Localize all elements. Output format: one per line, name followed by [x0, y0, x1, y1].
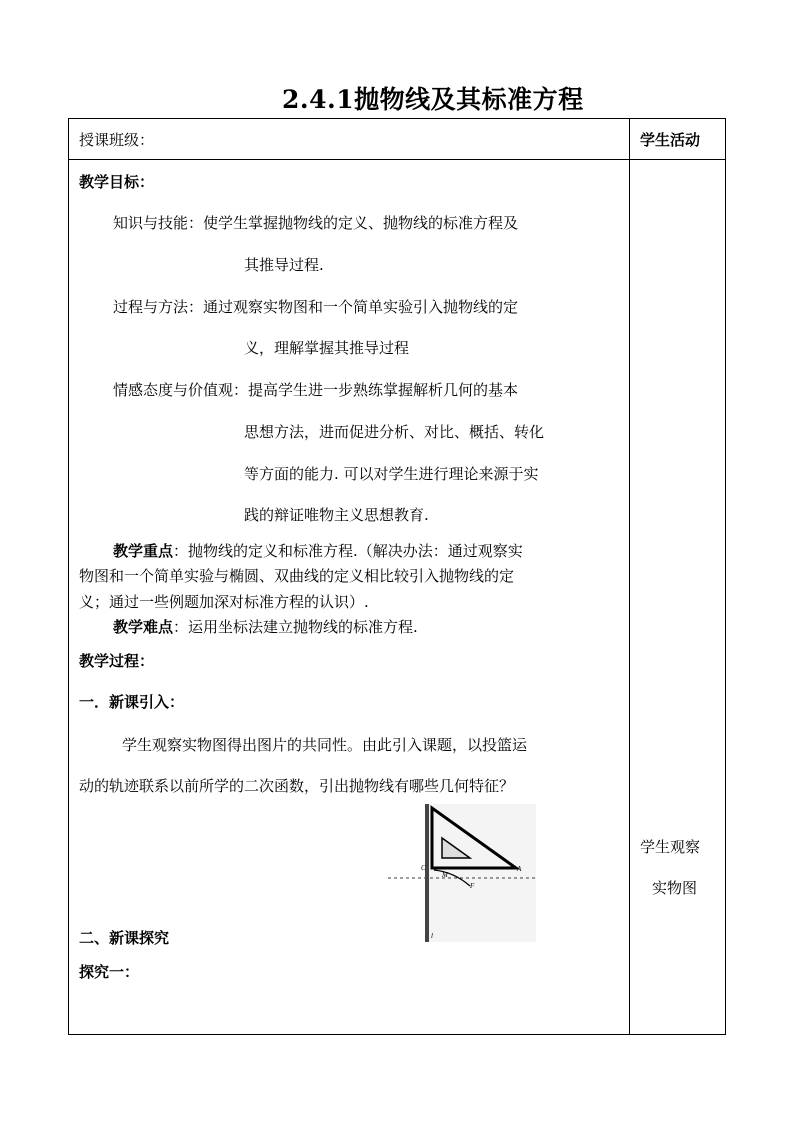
- point-a-label: A: [517, 865, 522, 873]
- key-points-text1: ：抛物线的定义和标准方程.（解决办法：通过观察实: [173, 542, 523, 560]
- header-divider: [68, 159, 726, 160]
- difficult-points-label: 教学难点: [113, 618, 174, 636]
- ruler-edge: [425, 804, 429, 942]
- key-points-line1: [113, 541, 523, 561]
- intro-paragraph-line2: 动的轨迹联系以前所学的二次函数，引出抛物线有哪些几何特征？: [79, 777, 515, 795]
- line-l-label: l: [431, 932, 433, 940]
- column-divider: [629, 118, 630, 1035]
- explore-one-heading: 探究一：: [79, 963, 140, 981]
- emotion-objective-line1: 情感态度与价值观：提高学生进一步熟练掌握解析几何的基本: [113, 381, 519, 399]
- emotion-objective-line2: 思想方法，进而促进分析、对比、概括、转化: [244, 423, 545, 441]
- objectives-heading: 教学目标：: [79, 173, 155, 191]
- section-new-lesson-explore: 二、新课探究: [79, 929, 170, 947]
- key-points-line3: 义；通过一些例题加深对标准方程的认识）.: [79, 593, 369, 611]
- activity-column-header: 学生活动: [640, 131, 701, 149]
- difficult-points-line: [113, 617, 418, 637]
- class-label: 授课班级：: [79, 131, 155, 149]
- intro-paragraph-line1: 学生观察实物图得出图片的共同性。由此引入课题，以投篮运: [122, 736, 528, 754]
- knowledge-objective-line2: 其推导过程.: [244, 256, 324, 274]
- section-new-lesson-intro: 一．新课引入：: [79, 693, 185, 711]
- knowledge-objective-line1: 知识与技能：使学生掌握抛物线的定义、抛物线的标准方程及: [113, 214, 519, 232]
- activity-observe-line1: 学生观察: [640, 838, 701, 856]
- point-c-label: C: [421, 864, 426, 872]
- triangle-ruler-figure: [388, 800, 538, 946]
- key-points-line2: 物图和一个简单实验与椭圆、双曲线的定义相比较引入抛物线的定: [79, 567, 515, 585]
- process-heading: 教学过程：: [79, 652, 155, 670]
- key-points-label: 教学重点: [113, 542, 174, 560]
- activity-observe-line2: 实物图: [652, 879, 698, 897]
- difficult-points-text: ：运用坐标法建立抛物线的标准方程.: [173, 618, 418, 636]
- point-m-label: M: [442, 871, 448, 879]
- point-f-label: F: [470, 882, 475, 890]
- process-objective-line2: 义，理解掌握其推导过程: [244, 339, 410, 357]
- emotion-objective-line4: 践的辩证唯物主义思想教育.: [244, 506, 429, 524]
- page-title: 2.4.1抛物线及其标准方程: [282, 85, 584, 114]
- emotion-objective-line3: 等方面的能力. 可以对学生进行理论来源于实: [244, 465, 539, 483]
- process-objective-line1: 过程与方法：通过观察实物图和一个简单实验引入抛物线的定: [113, 298, 519, 316]
